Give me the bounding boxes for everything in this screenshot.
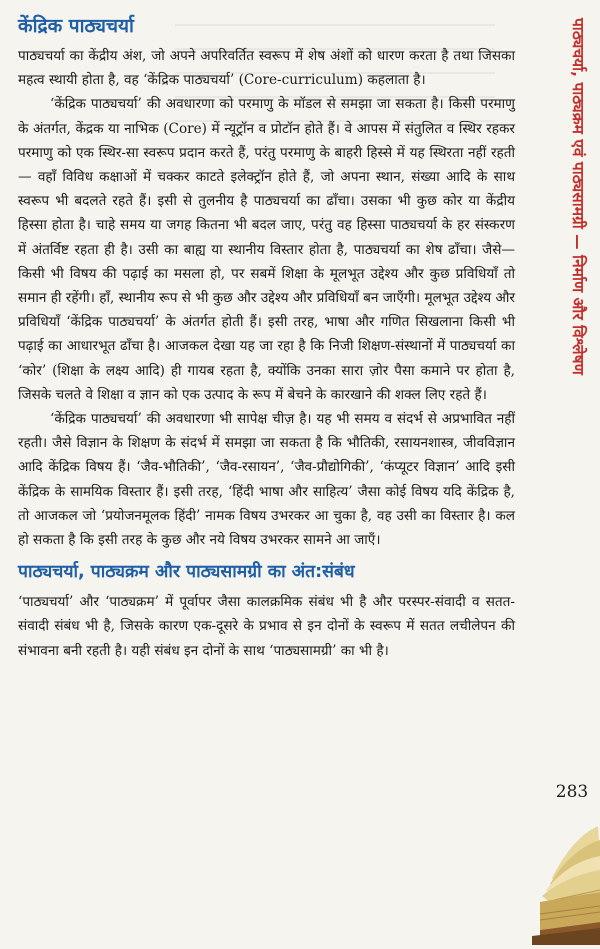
section-heading-core-curriculum: केंद्रिक पाठ्यचर्या: [18, 15, 134, 37]
running-side-title: [552, 18, 592, 718]
side-title-text: पाठ्यचर्या, पाठ्यक्रम एवं पाठ्यसामग्री — निर्माण और विश्लेषण: [569, 18, 587, 375]
paragraph-relative-concept: ‘केंद्रिक पाठ्यचर्या’ की अवधारणा भी सापेक्ष चीज़ है। यह भी समय व संदर्भ से अप्रभावित नहीं रहती। जैसे विज्ञान के शिक्षण के संदर्भ में समझा जा सकता है कि भौतिकी, रसायनशास्त्र, जीवविज्ञान आदि केंद्रिक विषय हैं। ‘जैव-भौतिकी’, ‘जैव-रसायन’, ‘जैव-प्रौद्योगिकी’, ‘कंप्यूटर विज्ञान’ आदि इसी केंद्रिक के सामयिक विस्तार हैं। इसी तरह, ‘हिंदी भाषा और साहित्य’ जैसा कोई विषय यदि केंद्रिक है, तो आजकल जो ‘प्रयोजनमूलक हिंदी’ नामक विषय उभरकर आ चुका है, वह उसी का विस्तार है। कल हो सकता है कि इसी तरह के कुछ और नये विषय उभरकर सामने आ जाएँ।: [18, 411, 515, 549]
main-text-column: [18, 12, 515, 663]
paragraph-interrelation: ‘पाठ्यचर्या’ और ‘पाठ्यक्रम’ में पूर्वापर जैसा कालक्रमिक संबंध भी है और परस्पर-संवादी व सतत-संवादी संबंध भी है, जिसके कारण एक-दूसरे के प्रभाव से इन दोनों के स्वरूप में सतत लचीलेपन की संभावना बनी रहती है। यही संबंध इन दोनों के साथ ‘पाठ्यसामग्री’ का भी है।: [18, 594, 515, 659]
page-number: 283: [555, 782, 589, 802]
open-book-icon: [532, 818, 600, 945]
paragraph-definition: पाठ्यचर्या का केंद्रीय अंश, जो अपने अपरिवर्तित स्वरूप में शेष अंशों को धारण करता है तथा जिसका महत्व स्थायी होता है, वह ‘केंद्रिक पाठ्यचर्या’ (Core-curriculum) कहलाता है।: [18, 48, 515, 89]
section-heading-interrelation: पाठ्यचर्या, पाठ्यक्रम और पाठ्यसामग्री का अंत:संबंध: [18, 562, 355, 583]
paragraph-atom-model: ‘केंद्रिक पाठ्यचर्या’ की अवधारणा को परमाणु के मॉडल से समझा जा सकता है। किसी परमाणु के अंतर्गत, केंद्रक या नाभिक (Core) में न्यूट्रॉन व प्रोटॉन होते हैं। वे आपस में संतुलित व स्थिर रहकर परमाणु को एक स्थिर-सा स्वरूप प्रदान करते हैं, परंतु परमाणु के बाहरी हिस्से में यह स्थिरता नहीं रहती— वहाँ विविध कक्षाओं में चक्कर काटते इलेक्ट्रॉन होते हैं, जो अपना स्थान, संख्या आदि के साथ स्वरूप भी बदलते रहते हैं। इसी से तुलनीय है पाठ्यचर्या का ढाँचा। उसका भी कुछ कोर या केंद्रीय हिस्सा होता है। चाहे समय या जगह कितना भी बदल जाए, परंतु वह हिस्सा पाठ्यचर्या के हर संस्करण में अंतर्विष्ट रहता ही है। उसी का बाह्य या स्थानीय विस्तार होता है, पाठ्यचर्या का शेष ढाँचा। जैसे— किसी भी विषय की पढ़ाई का मसला हो, पर सबमें शिक्षा के मूलभूत उद्देश्य और कुछ प्रविधियाँ तो समान ही रहेंगी। हाँ, स्थानीय रूप से भी कुछ और उद्देश्य और प्रविधियाँ बन जाएँगी। मूलभूत उद्देश्य और प्रविधियाँ ‘केंद्रिक पाठ्यचर्या’ के अंतर्गत होती हैं। इसी तरह, भाषा और गणित सिखलाना किसी भी पढ़ाई का आधारभूत ढाँचा है। आजकल देखा यह जा रहा है कि निजी शिक्षण-संस्थानों में पाठ्यचर्या का ‘कोर’ (शिक्षा के लक्ष्य आदि) ही गायब रहता है, क्योंकि उनका सारा ज़ोर पैसा कमाने पर होता है, जिसके चलते वे शिक्षा व ज्ञान को एक उत्पाद के रूप में बेचने के कारखाने की शक्ल लिए रहते हैं।: [18, 96, 515, 403]
